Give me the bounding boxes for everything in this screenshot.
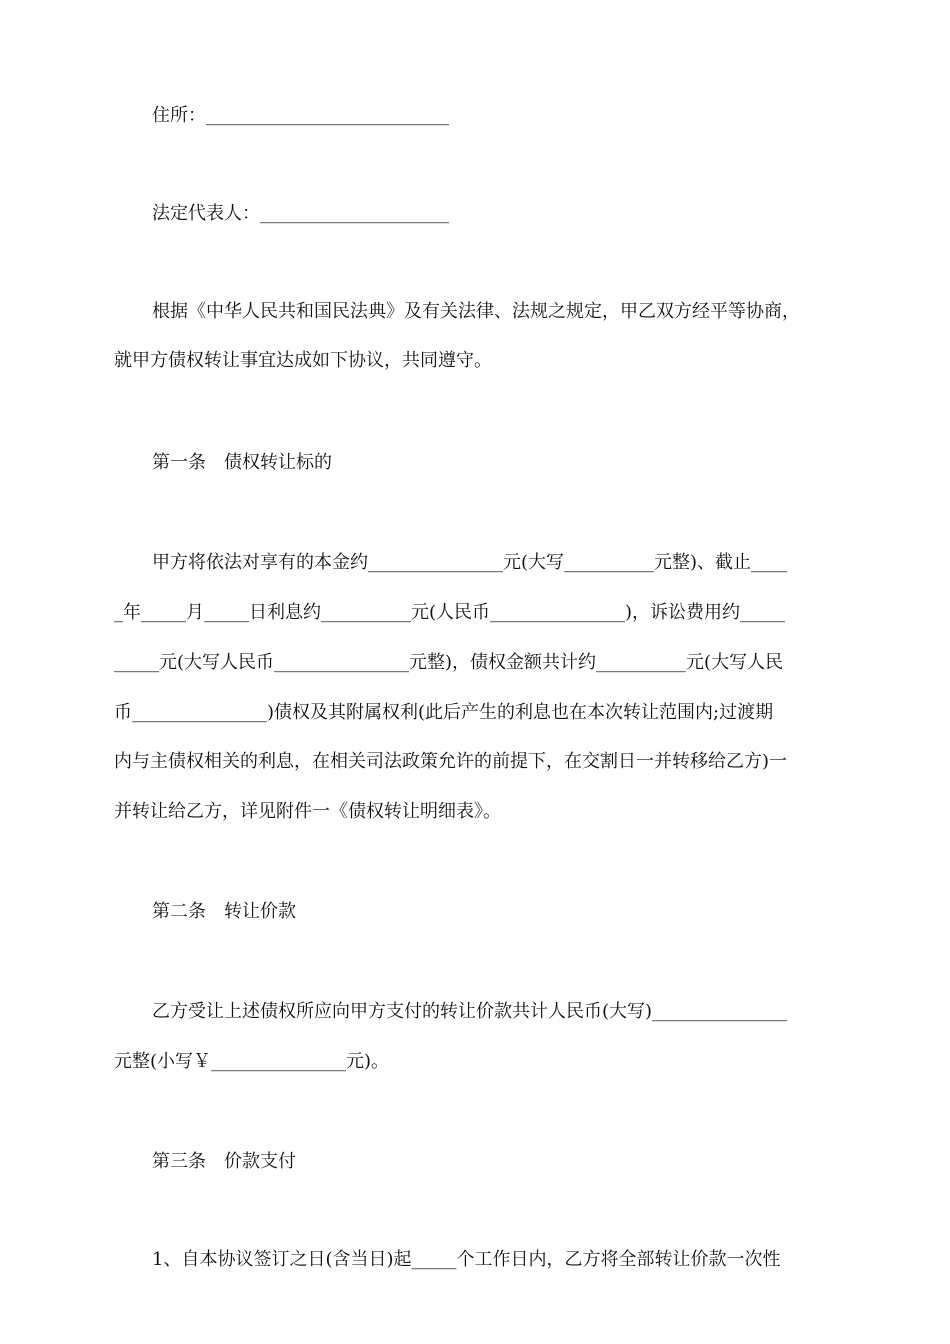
article-2-line-2: 元整(小写￥_______________元)。: [114, 1051, 390, 1072]
preamble-line-1: 根据《中华人民共和国民法典》及有关法律、法规之规定，甲乙双方经平等协商，: [152, 301, 800, 322]
article-2-heading: 第二条 转让价款: [152, 901, 296, 922]
address-field: 住所：___________________________: [152, 105, 449, 126]
article-3-heading: 第三条 价款支付: [152, 1151, 296, 1172]
preamble-line-2: 就甲方债权转让事宜达成如下协议，共同遵守。: [114, 350, 492, 371]
article-3-line-1: 1、自本协议签订之日(含当日)起_____个工作日内，乙方将全部转让价款一次性: [152, 1249, 781, 1270]
article-1-line-3: _____元(大写人民币_______________元整)，债权金额共计约__________元(大写人民: [114, 652, 784, 673]
legal-representative-field: 法定代表人：_____________________: [152, 203, 449, 224]
article-1-heading: 第一条 债权转让标的: [152, 452, 332, 473]
article-1-line-6: 并转让给乙方，详见附件一《债权转让明细表》。: [114, 801, 501, 822]
article-1-line-4: 币_______________)债权及其附属权利(此后产生的利息也在本次转让范围内;过渡期: [114, 702, 774, 723]
article-1-line-5: 内与主债权相关的利息，在相关司法政策允许的前提下，在交割日一并转移给乙方)一: [114, 751, 788, 772]
article-1-line-2: _年_____月_____日利息约__________元(人民币_______________)，诉讼费用约_____: [114, 602, 786, 623]
article-1-line-1: 甲方将依法对享有的本金约_______________元(大写__________元整)、截止____: [152, 552, 788, 573]
article-2-line-1: 乙方受让上述债权所应向甲方支付的转让价款共计人民币(大写)_______________: [152, 1001, 788, 1022]
